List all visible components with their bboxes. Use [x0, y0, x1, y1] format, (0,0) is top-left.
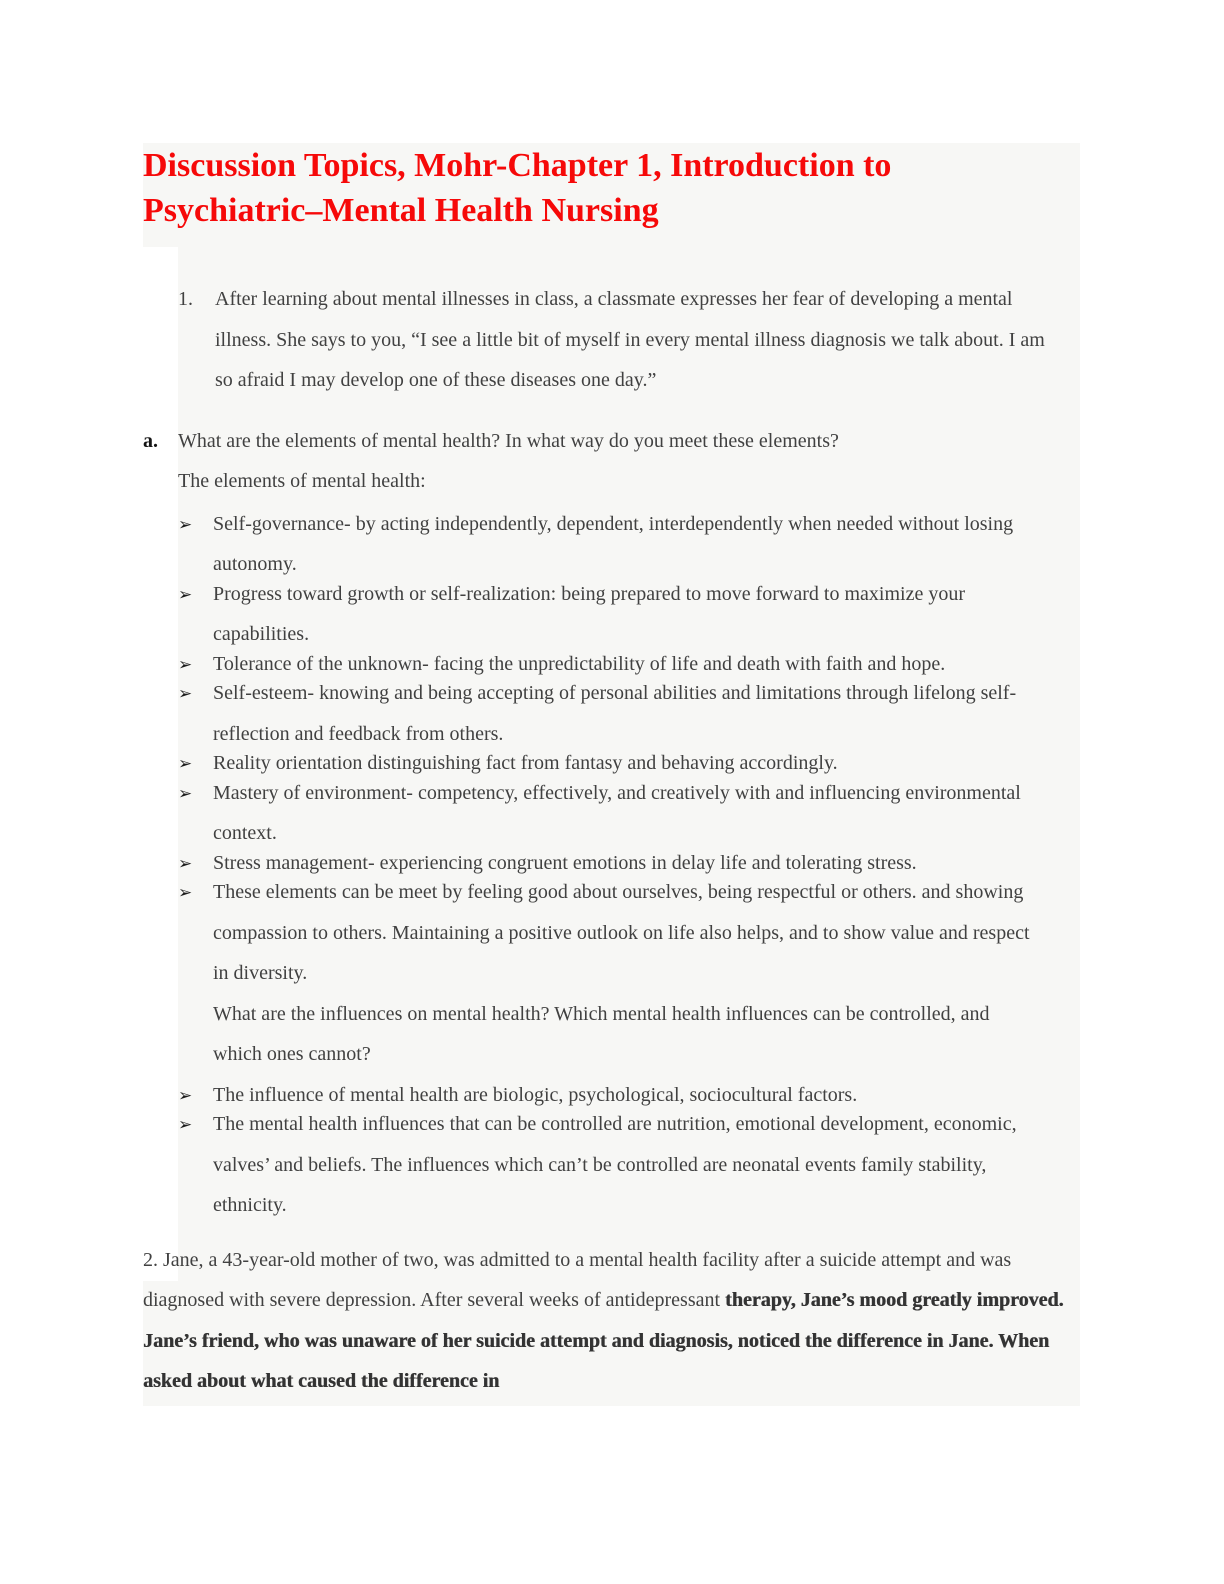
list-item-text: Reality orientation distinguishing fact from fantasy and behaving accordingly. — [213, 752, 838, 774]
list-item-text: The influence of mental health are biologic, psychological, sociocultural factors. — [213, 1083, 858, 1106]
question-a-intro: The elements of mental health: — [178, 470, 426, 492]
numbered-item-1 — [178, 279, 1063, 401]
list-item-text: Mastery of environment- competency, effectively, and creatively with and influencing environmental context. — [213, 781, 1021, 844]
list-item-text: Stress management- experiencing congruent emotions in delay life and tolerating stress. — [213, 851, 917, 874]
arrow-bullet-icon: ➢ — [178, 1085, 193, 1106]
list-item — [178, 1104, 1050, 1226]
numbered-item-1-text: After learning about mental illnesses in class, a classmate expresses her fear of developing a mental illness. She says to you, “I see a little bit of myself in every mental illness diagnosis we talk about. I am so afraid I may develop one of these diseases one day.” — [215, 288, 1045, 391]
arrow-bullet-icon: ➢ — [178, 514, 193, 535]
arrow-bullet-icon: ➢ — [178, 754, 193, 774]
numbered-item-1-marker: 1. — [178, 288, 193, 310]
paragraph-2-bold-tail: therapy, Jane’s mood greatly improved. Jane’s friend, who was unaware of her suicide attempt and diagnosis, noticed the difference in Jane. When asked about what caused the difference in — [143, 1289, 1064, 1392]
elements-bullet-list — [178, 504, 1050, 994]
arrow-bullet-icon: ➢ — [178, 684, 193, 704]
arrow-bullet-icon: ➢ — [178, 883, 193, 903]
list-item — [178, 673, 1050, 754]
followup-question-text: What are the influences on mental health? Which mental health influences can be controlled, and which ones cannot? — [213, 1002, 990, 1065]
lettered-item-a — [143, 421, 1058, 502]
list-item — [178, 504, 1050, 585]
arrow-bullet-icon: ➢ — [178, 853, 193, 874]
arrow-bullet-icon: ➢ — [178, 584, 193, 605]
list-item-text: The mental health influences that can be controlled are nutrition, emotional development, economic, valves’ and beliefs. The influences which can’t be controlled are neonatal events family stability, ethnicity. — [213, 1113, 1017, 1216]
paragraph-2-text: 2. Jane, a 43-year-old mother of two, was admitted to a mental health facility after a suicide attempt and was diagnosed with severe depression. After several weeks of antidepressant — [143, 1248, 1012, 1311]
list-item-text: Progress toward growth or self-realization: being prepared to move forward to maximize your capabilities. — [213, 582, 965, 645]
lettered-item-a-marker: a. — [143, 429, 158, 452]
list-item-text: Tolerance of the unknown- facing the unpredictability of life and death with faith and hope. — [213, 652, 946, 675]
list-item — [178, 574, 1050, 655]
list-item — [178, 773, 1050, 854]
arrow-bullet-icon: ➢ — [178, 654, 193, 675]
list-item — [178, 872, 1050, 994]
document-content — [143, 143, 1080, 1402]
list-item-text: These elements can be meet by feeling good about ourselves, being respectful or others. and showing compassion to others. Maintaining a positive outlook on life also helps, and to show value and respect in diversity. — [213, 881, 1030, 984]
page-title: Discussion Topics, Mohr-Chapter 1, Introduction to Psychiatric–Mental Health Nursing — [143, 147, 892, 229]
arrow-bullet-icon: ➢ — [178, 1115, 193, 1135]
arrow-bullet-icon: ➢ — [178, 783, 193, 804]
list-item-text: Self-esteem- knowing and being accepting of personal abilities and limitations through lifelong self-reflection and feedback from others. — [213, 682, 1017, 745]
list-item-text: Self-governance- by acting independently, dependent, interdependently when needed without losing autonomy. — [213, 512, 1014, 575]
paragraph-2 — [143, 1240, 1080, 1402]
question-a-text: What are the elements of mental health? In what way do you meet these elements? — [178, 429, 839, 452]
influences-bullet-list — [178, 1075, 1050, 1226]
